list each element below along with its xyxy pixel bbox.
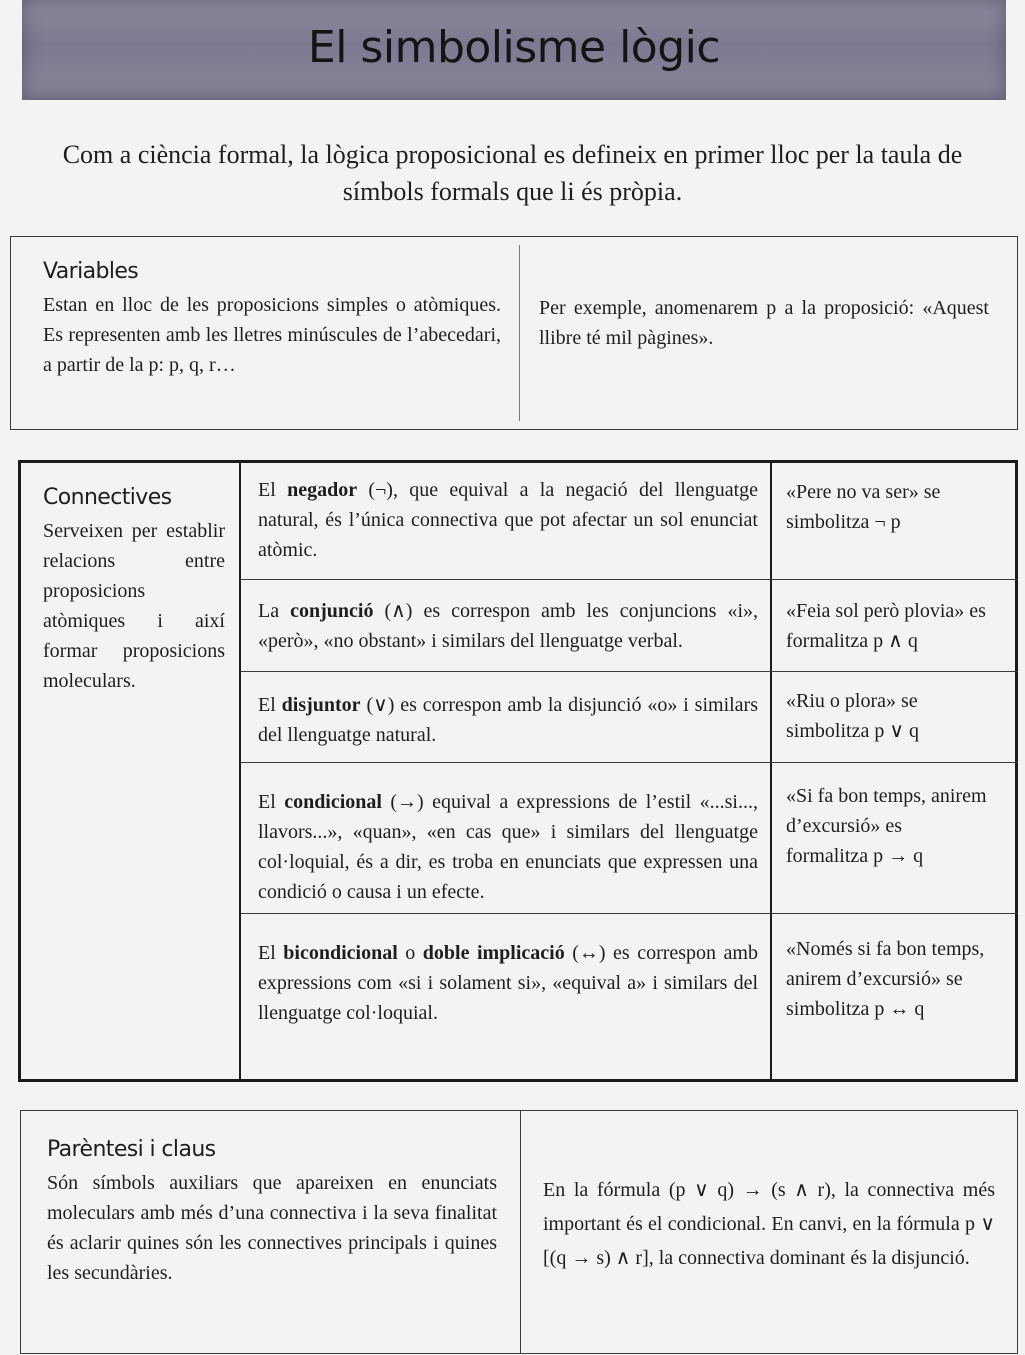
connective-name: doble implicació [422,942,565,964]
intro-text: Com a ciència formal, la lògica proposicional es defineix en primer lloc per la taula de símbols formals que li és pròpia. [62,140,963,206]
connectives-left [43,485,225,696]
text: (↔) es correspon amb expressions com «si i solament si», «equival a» i similars del llenguatge col·loquial. [258,942,758,1024]
connectives-heading: Connectives [43,485,172,510]
text: El [258,479,288,501]
connective-example: «Pere no va ser» se simbolitza ¬ p [786,481,941,533]
text: La [258,600,291,622]
title-banner [22,0,1006,100]
connective-row-condicional [241,763,1018,914]
text: o [397,942,423,964]
connective-example: «Només si fa bon temps, anirem d’excursió» se simbolitza p ↔ q [786,938,985,1020]
connective-name: conjunció [290,600,374,622]
variables-description: Estan en lloc de les proposicions simples o atòmiques. Es representen amb les lletres minúscules de l’abecedari, a partir de la p: p, q, r… [43,294,501,376]
connectives-box [18,460,1018,1082]
connective-name: disjuntor [281,694,361,716]
text: (¬), que equival a la negació del llenguatge natural, és l’única connectiva que pot afectar un sol enunciat atòmic. [258,479,759,561]
parentheses-example: En la fórmula (p ∨ q) → (s ∧ r), la connectiva més important és el condicional. En canvi, en la fórmula p ∨ [(q → s) ∧ r], la connectiva dominant és la disjunció. [543,1179,995,1269]
text: (→) equival a expressions de l’estil «...si..., llavors...», «quan», «en cas que» i similars del llenguatge col·loquial, és a dir, es troba en enunciats que expressen una condició o causa i un efecte. [258,791,758,903]
divider [520,1111,521,1353]
parentheses-heading: Parèntesi i claus [47,1137,216,1162]
parentheses-left [47,1137,497,1288]
connective-example: «Riu o plora» se simbolitza p ∨ q [786,690,919,742]
text: (∨) es correspon amb la disjunció «o» i similars del llenguatge natural. [258,694,758,746]
variables-example: Per exemple, anomenarem p a la proposició: «Aquest llibre té mil pàgines». [539,297,989,349]
connective-row-conjuncio [241,580,1018,672]
connective-example: «Si fa bon temps, anirem d’excursió» es formalitza p → q [786,785,987,867]
text: El [258,694,282,716]
page-title: El simbolisme lògic [307,22,721,73]
text: El [258,791,285,813]
variables-left [43,259,501,380]
connective-example: «Feia sol però plovia» es formalitza p ∧ q [786,600,986,652]
connective-description [258,475,758,565]
connective-description [258,596,758,656]
connective-description [258,690,758,750]
parentheses-box [20,1110,1018,1354]
connective-row-bicondicional [241,914,1018,1079]
variables-box [10,236,1018,430]
divider [519,245,520,421]
connective-description [258,938,758,1028]
text: (∧) es correspon amb les conjuncions «i», «però», «no obstant» i similars del llenguatge verbal. [258,600,758,652]
connective-name: bicondicional [283,942,398,964]
connective-name: negador [287,479,358,501]
connective-name: condicional [284,791,382,813]
connective-row-negador [241,463,1018,580]
parentheses-description: Són símbols auxiliars que apareixen en enunciats moleculars amb més d’una connectiva i la seva finalitat és aclarir quines són les connectives principals i quines les secundàries. [47,1172,497,1284]
connective-description [258,787,758,907]
text: El [258,942,284,964]
connective-row-disjuntor [241,672,1018,763]
connectives-description: Serveixen per establir relacions entre proposicions atòmiques i així formar proposicions moleculars. [43,520,225,692]
variables-heading: Variables [43,259,139,284]
